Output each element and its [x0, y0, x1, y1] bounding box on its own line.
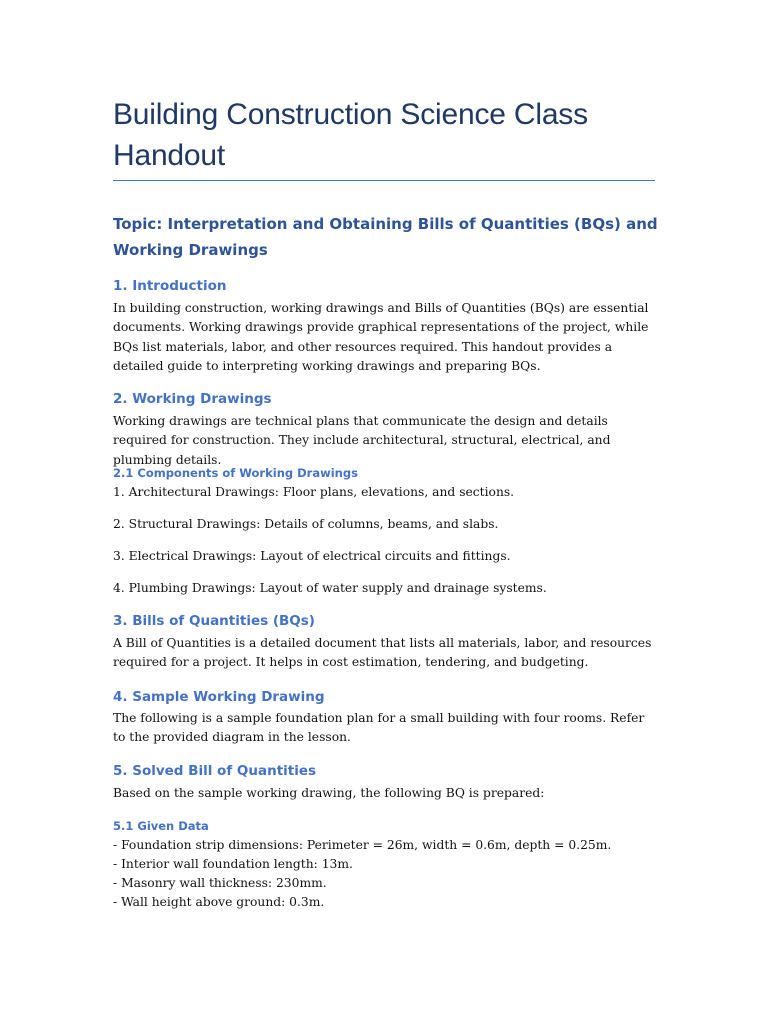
given-data-item: - Masonry wall thickness: 230mm.	[113, 876, 327, 890]
given-data-item: - Wall height above ground: 0.3m.	[113, 895, 325, 909]
section-solved-bq-heading: 5. Solved Bill of Quantities	[113, 763, 317, 779]
document-title: Building Construction Science Class Handout	[113, 98, 588, 172]
section-working-drawings-body: Working drawings are technical plans that communicate the design and details required for construction. They include architectural, structural, electrical, and plumbing details.	[113, 414, 611, 467]
section-introduction-heading: 1. Introduction	[113, 278, 227, 294]
section-bills-of-quantities-heading: 3. Bills of Quantities (BQs)	[113, 613, 315, 629]
subsection-components-heading: 2.1 Components of Working Drawings	[113, 466, 358, 480]
subsection-given-data-heading: 5.1 Given Data	[113, 819, 209, 833]
component-item: 1. Architectural Drawings: Floor plans, elevations, and sections.	[113, 485, 515, 499]
title-underline-rule	[113, 180, 655, 181]
component-item: 3. Electrical Drawings: Layout of electrical circuits and fittings.	[113, 549, 511, 563]
section-introduction-body: In building construction, working drawings and Bills of Quantities (BQs) are essential documents. Working drawings provide graphical representations of the project, while BQs list materials, labor, and other resources required. This handout provides a detailed guide to interpreting working drawings and preparing BQs.	[113, 301, 649, 373]
component-item: 4. Plumbing Drawings: Layout of water supply and drainage systems.	[113, 581, 547, 595]
section-working-drawings-heading: 2. Working Drawings	[113, 391, 272, 407]
section-solved-bq-body: Based on the sample working drawing, the following BQ is prepared:	[113, 786, 545, 800]
section-sample-drawing-heading: 4. Sample Working Drawing	[113, 689, 325, 705]
given-data-item: - Foundation strip dimensions: Perimeter = 26m, width = 0.6m, depth = 0.25m.	[113, 838, 612, 852]
component-item: 2. Structural Drawings: Details of columns, beams, and slabs.	[113, 517, 499, 531]
section-bills-of-quantities-body: A Bill of Quantities is a detailed document that lists all materials, labor, and resources required for a project. It helps in cost estimation, tendering, and budgeting.	[113, 636, 652, 670]
section-sample-drawing-body: The following is a sample foundation plan for a small building with four rooms. Refer to the provided diagram in the lesson.	[113, 711, 645, 745]
topic-heading: Topic: Interpretation and Obtaining Bills of Quantities (BQs) and Working Drawings	[113, 215, 658, 259]
given-data-item: - Interior wall foundation length: 13m.	[113, 857, 353, 871]
